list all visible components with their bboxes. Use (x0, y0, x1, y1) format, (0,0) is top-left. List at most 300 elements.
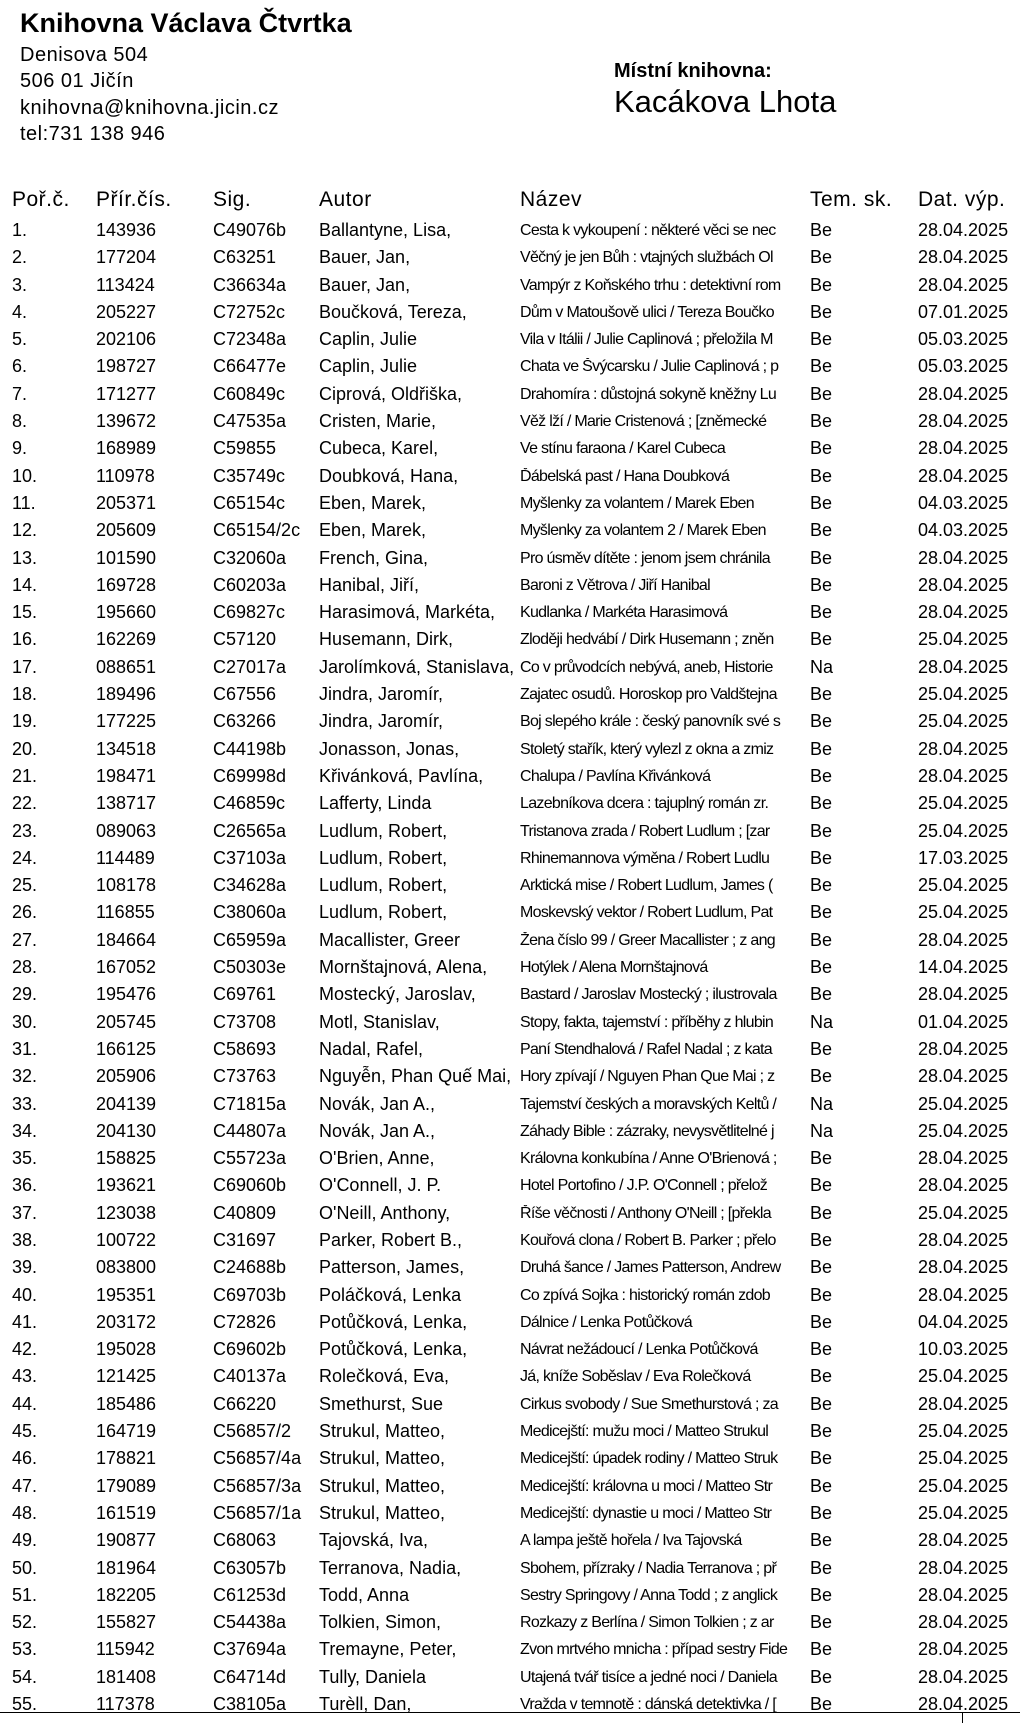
row-prirustkove-cislo: 204139 (96, 1093, 157, 1114)
row-signatura: C61253d (213, 1584, 287, 1605)
row-nazev: Tajemství českých a moravských Keltů / (520, 1095, 777, 1113)
row-autor: Eben, Marek, (319, 492, 427, 513)
row-tematicka-skupina: Be (810, 738, 833, 759)
row-datum-vypujcky: 01.04.2025 (918, 1011, 1009, 1032)
row-prirustkove-cislo: 190877 (96, 1530, 157, 1551)
table-row (0, 1610, 1020, 1637)
row-prirustkove-cislo: 143936 (96, 220, 157, 240)
row-nazev: Sestry Springovy / Anna Todd ; z anglick (520, 1586, 778, 1604)
table-row (0, 1637, 1020, 1664)
row-nazev: Královna konkubína / Anne O'Brienová ; (520, 1150, 777, 1168)
row-poradove-cislo: 2. (12, 247, 28, 268)
row-nazev: Medicejští: mužu moci / Matteo Strukul (520, 1423, 769, 1441)
row-autor: Potůčková, Lenka, (319, 1339, 468, 1360)
table-row (0, 1419, 1020, 1446)
row-tematicka-skupina: Na (810, 1120, 834, 1141)
row-prirustkove-cislo: 179089 (96, 1475, 157, 1496)
table-row (0, 1501, 1020, 1528)
table-row (0, 1146, 1020, 1173)
row-signatura: C73763 (213, 1066, 277, 1087)
row-autor: Turèll, Dan, (319, 1694, 412, 1715)
row-signatura: C35749c (213, 465, 286, 486)
row-datum-vypujcky: 05.03.2025 (918, 329, 1009, 350)
row-datum-vypujcky: 28.04.2025 (918, 1393, 1009, 1414)
row-prirustkove-cislo: 193621 (96, 1175, 157, 1196)
row-prirustkove-cislo: 083800 (96, 1257, 157, 1278)
row-nazev: Žena číslo 99 / Greer Macallister ; z ang (520, 931, 775, 949)
row-signatura: C69761 (213, 984, 277, 1005)
row-datum-vypujcky: 25.04.2025 (918, 711, 1009, 732)
row-datum-vypujcky: 25.04.2025 (918, 793, 1009, 814)
row-tematicka-skupina: Be (810, 383, 833, 404)
row-tematicka-skupina: Be (810, 684, 833, 705)
row-datum-vypujcky: 25.04.2025 (918, 629, 1009, 650)
row-datum-vypujcky: 28.04.2025 (918, 1066, 1009, 1087)
row-signatura: C65959a (213, 929, 287, 950)
row-signatura: C55723a (213, 1148, 287, 1169)
row-signatura: C59855 (213, 438, 277, 459)
table-row (0, 1364, 1020, 1391)
row-autor: Strukul, Matteo, (319, 1421, 446, 1442)
row-prirustkove-cislo: 203172 (96, 1311, 157, 1332)
row-tematicka-skupina: Be (810, 411, 833, 432)
row-tematicka-skupina: Be (810, 356, 833, 377)
row-tematicka-skupina: Be (810, 274, 833, 295)
row-signatura: C27017a (213, 656, 287, 677)
row-poradove-cislo: 49. (12, 1530, 38, 1551)
col-header-datum-vypujcky: Dat. výp. (918, 188, 1006, 211)
branch-label: Místní knihovna: (614, 60, 772, 82)
row-tematicka-skupina: Be (810, 1038, 833, 1059)
row-datum-vypujcky: 28.04.2025 (918, 1694, 1009, 1715)
row-signatura: C60203a (213, 574, 287, 595)
row-datum-vypujcky: 04.04.2025 (918, 1311, 1009, 1332)
row-prirustkove-cislo: 100722 (96, 1229, 157, 1250)
row-poradove-cislo: 44. (12, 1393, 38, 1414)
row-tematicka-skupina: Be (810, 1502, 833, 1523)
row-poradove-cislo: 38. (12, 1229, 38, 1250)
row-poradove-cislo: 32. (12, 1066, 38, 1087)
row-prirustkove-cislo: 185486 (96, 1393, 157, 1414)
table-row (0, 846, 1020, 873)
row-signatura: C65154c (213, 492, 286, 513)
row-signatura: C64714d (213, 1666, 287, 1687)
table-row (0, 1528, 1020, 1555)
row-autor: Doubková, Hana, (319, 465, 459, 486)
row-signatura: C38105a (213, 1694, 287, 1715)
row-tematicka-skupina: Be (810, 220, 833, 240)
row-tematicka-skupina: Be (810, 629, 833, 650)
row-signatura: C67556 (213, 684, 277, 705)
row-datum-vypujcky: 28.04.2025 (918, 1284, 1009, 1305)
row-signatura: C50303e (213, 957, 287, 978)
row-datum-vypujcky: 25.04.2025 (918, 1502, 1009, 1523)
table-row (0, 955, 1020, 982)
row-nazev: Boj slepého krále : český panovník své s (520, 713, 781, 731)
row-signatura: C49076b (213, 220, 287, 240)
row-tematicka-skupina: Be (810, 1339, 833, 1360)
row-signatura: C63057b (213, 1557, 287, 1578)
row-autor: Novák, Jan A., (319, 1093, 436, 1114)
table-row (0, 982, 1020, 1009)
address-street: Denisova 504 (20, 44, 149, 66)
table-row (0, 819, 1020, 846)
row-nazev: Myšlenky za volantem / Marek Eben (520, 494, 754, 512)
row-autor: Boučková, Tereza, (319, 301, 467, 322)
row-prirustkove-cislo: 089063 (96, 820, 157, 841)
row-signatura: C34628a (213, 875, 287, 896)
row-poradove-cislo: 53. (12, 1639, 38, 1660)
row-datum-vypujcky: 28.04.2025 (918, 247, 1009, 268)
row-autor: Patterson, James, (319, 1257, 465, 1278)
row-prirustkove-cislo: 195660 (96, 602, 157, 623)
row-tematicka-skupina: Be (810, 492, 833, 513)
row-nazev: Paní Stendhalová / Rafel Nadal ; z kata (520, 1040, 772, 1058)
row-prirustkove-cislo: 155827 (96, 1612, 157, 1633)
row-poradove-cislo: 40. (12, 1284, 38, 1305)
row-datum-vypujcky: 25.04.2025 (918, 1421, 1009, 1442)
row-signatura: C57120 (213, 629, 277, 650)
row-signatura: C69827c (213, 602, 286, 623)
table-row (0, 1201, 1020, 1228)
row-signatura: C63266 (213, 711, 277, 732)
row-datum-vypujcky: 28.04.2025 (918, 574, 1009, 595)
row-nazev: Vampýr z Koňského trhu : detektivní rom (520, 276, 781, 294)
row-prirustkove-cislo: 189496 (96, 684, 157, 705)
row-signatura: C63251 (213, 247, 277, 268)
row-prirustkove-cislo: 171277 (96, 383, 157, 404)
row-nazev: Stoletý stařík, který vylezl z okna a zmiz (520, 740, 774, 758)
row-tematicka-skupina: Be (810, 1257, 833, 1278)
row-autor: Mostecký, Jaroslav, (319, 984, 476, 1005)
row-autor: Strukul, Matteo, (319, 1502, 446, 1523)
table-row (0, 491, 1020, 518)
row-prirustkove-cislo: 110978 (96, 465, 155, 486)
row-nazev: Chalupa / Pavlína Křivánková (520, 767, 711, 785)
row-datum-vypujcky: 28.04.2025 (918, 765, 1009, 786)
row-nazev: Zloději hedvábí / Dirk Husemann ; zněn (520, 631, 774, 649)
row-prirustkove-cislo: 121425 (96, 1366, 157, 1387)
row-poradove-cislo: 52. (12, 1612, 38, 1633)
row-datum-vypujcky: 25.04.2025 (918, 1120, 1009, 1141)
row-datum-vypujcky: 28.04.2025 (918, 1584, 1009, 1605)
row-poradove-cislo: 30. (12, 1011, 38, 1032)
library-phone: tel:731 138 946 (20, 123, 166, 145)
row-datum-vypujcky: 28.04.2025 (918, 383, 1009, 404)
row-tematicka-skupina: Be (810, 1229, 833, 1250)
row-autor: Tremayne, Peter, (319, 1639, 457, 1660)
row-signatura: C69998d (213, 765, 287, 786)
table-row (0, 1474, 1020, 1501)
row-autor: Jarolímková, Stanislava, (319, 656, 515, 677)
row-signatura: C71815a (213, 1093, 287, 1114)
row-autor: Strukul, Matteo, (319, 1448, 446, 1469)
row-signatura: C46859c (213, 793, 286, 814)
library-name: Knihovna Václava Čtvrtka (20, 8, 352, 38)
row-datum-vypujcky: 28.04.2025 (918, 1557, 1009, 1578)
row-signatura: C69703b (213, 1284, 287, 1305)
row-prirustkove-cislo: 195476 (96, 984, 157, 1005)
row-autor: Tolkien, Simon, (319, 1612, 442, 1633)
row-tematicka-skupina: Be (810, 1612, 833, 1633)
row-tematicka-skupina: Be (810, 957, 833, 978)
row-nazev: Cesta k vykoupení : některé věci se nec (520, 222, 776, 239)
row-nazev: Stopy, fakta, tajemství : příběhy z hlubin (520, 1013, 774, 1031)
table-row (0, 900, 1020, 927)
row-prirustkove-cislo: 184664 (96, 929, 157, 950)
row-poradove-cislo: 41. (12, 1311, 38, 1332)
row-nazev: Vila v Itálii / Julie Caplinová ; přeložila M (520, 331, 773, 349)
row-tematicka-skupina: Be (810, 520, 833, 541)
row-prirustkove-cislo: 198471 (96, 765, 157, 786)
row-tematicka-skupina: Be (810, 301, 833, 322)
row-signatura: C56857/4a (213, 1448, 302, 1469)
row-nazev: Rozkazy z Berlína / Simon Tolkien ; z ar (520, 1614, 774, 1632)
row-datum-vypujcky: 10.03.2025 (918, 1339, 1009, 1360)
row-datum-vypujcky: 25.04.2025 (918, 1448, 1009, 1469)
row-autor: Hanibal, Jiří, (319, 574, 420, 595)
row-tematicka-skupina: Be (810, 1475, 833, 1496)
row-nazev: Hotýlek / Alena Mornštajnová (520, 959, 708, 977)
row-signatura: C56857/1a (213, 1502, 302, 1523)
row-prirustkove-cislo: 182205 (96, 1584, 157, 1605)
table-row (0, 436, 1020, 463)
row-tematicka-skupina: Be (810, 1557, 833, 1578)
row-autor: Ludlum, Robert, (319, 875, 448, 896)
row-prirustkove-cislo: 205745 (96, 1011, 157, 1032)
row-autor: Lafferty, Linda (319, 793, 432, 814)
row-signatura: C58693 (213, 1038, 277, 1059)
row-prirustkove-cislo: 123038 (96, 1202, 157, 1223)
row-datum-vypujcky: 28.04.2025 (918, 738, 1009, 759)
row-prirustkove-cislo: 168989 (96, 438, 157, 459)
row-datum-vypujcky: 04.03.2025 (918, 492, 1009, 513)
row-signatura: C73708 (213, 1011, 277, 1032)
row-autor: Caplin, Julie (319, 329, 418, 350)
row-autor: Terranova, Nadia, (319, 1557, 462, 1578)
row-nazev: Moskevský vektor / Robert Ludlum, Pat (520, 904, 773, 922)
row-nazev: Rhinemannova výměna / Robert Ludlu (520, 849, 770, 867)
row-autor: Potůčková, Lenka, (319, 1311, 468, 1332)
row-poradove-cislo: 8. (12, 411, 28, 432)
table-row (0, 354, 1020, 381)
row-prirustkove-cislo: 162269 (96, 629, 157, 650)
row-autor: Nadal, Rafel, (319, 1038, 424, 1059)
row-tematicka-skupina: Be (810, 902, 833, 923)
table-row (0, 1446, 1020, 1473)
row-poradove-cislo: 6. (12, 356, 28, 377)
table-row (0, 1583, 1020, 1610)
row-autor: Cubeca, Karel, (319, 438, 439, 459)
row-tematicka-skupina: Be (810, 1584, 833, 1605)
table-row (0, 245, 1020, 272)
row-nazev: Vražda v temnotě : dánská detektivka / [ (520, 1696, 777, 1714)
row-nazev: Kouřová clona / Robert B. Parker ; přelo (520, 1231, 776, 1249)
row-poradove-cislo: 29. (12, 984, 38, 1005)
row-tematicka-skupina: Be (810, 574, 833, 595)
row-tematicka-skupina: Be (810, 875, 833, 896)
row-nazev: Drahomíra : důstojná sokyně kněžny Lu (520, 385, 777, 403)
col-header-poradove-cislo: Poř.č. (12, 188, 70, 211)
row-signatura: C56857/3a (213, 1475, 302, 1496)
row-signatura: C47535a (213, 411, 287, 432)
row-autor: Tajovská, Iva, (319, 1530, 429, 1551)
branch-name: Kacákova Lhota (614, 84, 837, 119)
row-datum-vypujcky: 28.04.2025 (918, 220, 1009, 240)
row-autor: Ludlum, Robert, (319, 820, 448, 841)
row-datum-vypujcky: 07.01.2025 (918, 301, 1009, 322)
table-row (0, 273, 1020, 300)
row-datum-vypujcky: 28.04.2025 (918, 411, 1009, 432)
row-prirustkove-cislo: 116855 (96, 902, 155, 923)
row-poradove-cislo: 3. (12, 274, 28, 295)
row-datum-vypujcky: 25.04.2025 (918, 1366, 1009, 1387)
row-poradove-cislo: 54. (12, 1666, 38, 1687)
row-signatura: C31697 (213, 1229, 277, 1250)
row-nazev: Chata ve Švýcarsku / Julie Caplinová ; p (520, 358, 779, 376)
row-prirustkove-cislo: 101590 (96, 547, 157, 568)
row-datum-vypujcky: 25.04.2025 (918, 875, 1009, 896)
col-header-nazev: Název (520, 188, 583, 211)
row-prirustkove-cislo: 166125 (96, 1038, 157, 1059)
row-datum-vypujcky: 25.04.2025 (918, 1093, 1009, 1114)
row-autor: O'Brien, Anne, (319, 1148, 435, 1169)
row-prirustkove-cislo: 202106 (96, 329, 157, 350)
row-tematicka-skupina: Be (810, 984, 833, 1005)
row-poradove-cislo: 12. (12, 520, 38, 541)
bottom-rule (0, 1712, 1020, 1713)
row-nazev: Dům v Matoušově ulici / Tereza Boučko (520, 303, 774, 321)
table-row (0, 600, 1020, 627)
row-autor: Cristen, Marie, (319, 411, 437, 432)
row-autor: Caplin, Julie (319, 356, 418, 377)
table-row (0, 218, 1020, 245)
row-nazev: Medicejští: dynastie u moci / Matteo Str (520, 1504, 772, 1522)
table-row (0, 1556, 1020, 1583)
row-datum-vypujcky: 05.03.2025 (918, 356, 1009, 377)
row-poradove-cislo: 55. (12, 1694, 38, 1715)
row-signatura: C24688b (213, 1257, 287, 1278)
row-signatura: C66477e (213, 356, 287, 377)
row-prirustkove-cislo: 178821 (96, 1448, 157, 1469)
row-poradove-cislo: 45. (12, 1421, 38, 1442)
row-poradove-cislo: 34. (12, 1120, 38, 1141)
table-row (0, 300, 1020, 327)
row-poradove-cislo: 36. (12, 1175, 38, 1196)
row-prirustkove-cislo: 115942 (96, 1639, 155, 1660)
row-prirustkove-cislo: 195028 (96, 1339, 157, 1360)
row-tematicka-skupina: Be (810, 247, 833, 268)
row-datum-vypujcky: 28.04.2025 (918, 274, 1009, 295)
row-nazev: Věčný je jen Bůh : vtajných službách Ol (520, 249, 773, 267)
table-row (0, 1692, 1020, 1719)
row-nazev: Ve stínu faraona / Karel Cubeca (520, 440, 726, 458)
row-poradove-cislo: 51. (12, 1584, 38, 1605)
row-prirustkove-cislo: 117378 (96, 1694, 155, 1715)
row-poradove-cislo: 48. (12, 1502, 38, 1523)
row-datum-vypujcky: 28.04.2025 (918, 547, 1009, 568)
row-nazev: Tristanova zrada / Robert Ludlum ; [zar (520, 822, 770, 840)
row-autor: Poláčková, Lenka (319, 1284, 462, 1305)
row-nazev: Hory zpívají / Nguyen Phan Que Mai ; z (520, 1068, 775, 1086)
table-row (0, 573, 1020, 600)
row-autor: Strukul, Matteo, (319, 1475, 446, 1496)
row-poradove-cislo: 25. (12, 875, 38, 896)
row-autor: Ciprová, Oldřiška, (319, 383, 463, 404)
table-row (0, 655, 1020, 682)
row-tematicka-skupina: Be (810, 1639, 833, 1660)
address-city: 506 01 Jičín (20, 70, 134, 92)
row-nazev: Pro úsměv dítěte : jenom jsem chránila (520, 549, 770, 567)
row-prirustkove-cislo: 161519 (96, 1502, 157, 1523)
table-row (0, 791, 1020, 818)
table-row (0, 1255, 1020, 1282)
row-signatura: C72348a (213, 329, 287, 350)
row-prirustkove-cislo: 167052 (96, 957, 157, 978)
row-signatura: C26565a (213, 820, 287, 841)
row-poradove-cislo: 23. (12, 820, 38, 841)
row-autor: Smethurst, Sue (319, 1393, 444, 1414)
row-datum-vypujcky: 28.04.2025 (918, 1639, 1009, 1660)
row-datum-vypujcky: 28.04.2025 (918, 1530, 1009, 1551)
row-prirustkove-cislo: 108178 (96, 875, 157, 896)
row-poradove-cislo: 43. (12, 1366, 38, 1387)
row-datum-vypujcky: 25.04.2025 (918, 820, 1009, 841)
row-autor: O'Neill, Anthony, (319, 1202, 451, 1223)
table-row (0, 1392, 1020, 1419)
row-datum-vypujcky: 25.04.2025 (918, 684, 1009, 705)
row-datum-vypujcky: 28.04.2025 (918, 465, 1009, 486)
table-row (0, 1119, 1020, 1146)
col-header-prirustkove-cislo: Přír.čís. (96, 188, 172, 211)
table-row (0, 1064, 1020, 1091)
row-tematicka-skupina: Be (810, 1366, 833, 1387)
row-nazev: Zajatec osudů. Horoskop pro Valdštejna (520, 686, 777, 704)
row-signatura: C37694a (213, 1639, 287, 1660)
table-row (0, 327, 1020, 354)
row-signatura: C56857/2 (213, 1421, 292, 1442)
row-poradove-cislo: 11. (12, 492, 36, 513)
row-prirustkove-cislo: 113424 (96, 274, 155, 295)
table-row (0, 382, 1020, 409)
row-prirustkove-cislo: 181408 (96, 1666, 157, 1687)
row-poradove-cislo: 24. (12, 847, 38, 868)
row-tematicka-skupina: Be (810, 1284, 833, 1305)
row-datum-vypujcky: 28.04.2025 (918, 602, 1009, 623)
row-signatura: C65154/2c (213, 520, 301, 541)
row-tematicka-skupina: Be (810, 711, 833, 732)
row-nazev: Hotel Portofino / J.P. O'Connell ; přelož (520, 1177, 768, 1195)
row-poradove-cislo: 16. (12, 629, 38, 650)
row-autor: Harasimová, Markéta, (319, 602, 496, 623)
row-signatura: C54438a (213, 1612, 287, 1633)
row-poradove-cislo: 27. (12, 929, 38, 950)
row-tematicka-skupina: Na (810, 1093, 834, 1114)
row-datum-vypujcky: 04.03.2025 (918, 520, 1009, 541)
row-poradove-cislo: 50. (12, 1557, 38, 1578)
row-nazev: Druhá šance / James Patterson, Andrew (520, 1259, 781, 1277)
row-tematicka-skupina: Be (810, 847, 833, 868)
table-row (0, 1037, 1020, 1064)
row-tematicka-skupina: Be (810, 820, 833, 841)
row-tematicka-skupina: Be (810, 1666, 833, 1687)
row-nazev: Věž lží / Marie Cristenová ; [zněmecké (520, 413, 767, 431)
row-poradove-cislo: 20. (12, 738, 38, 759)
row-nazev: Záhady Bible : zázraky, nevysvětlitelné j (520, 1122, 774, 1140)
row-autor: Křivánková, Pavlína, (319, 765, 484, 786)
table-row (0, 873, 1020, 900)
row-nazev: Cirkus svobody / Sue Smethurstová ; za (520, 1395, 778, 1413)
